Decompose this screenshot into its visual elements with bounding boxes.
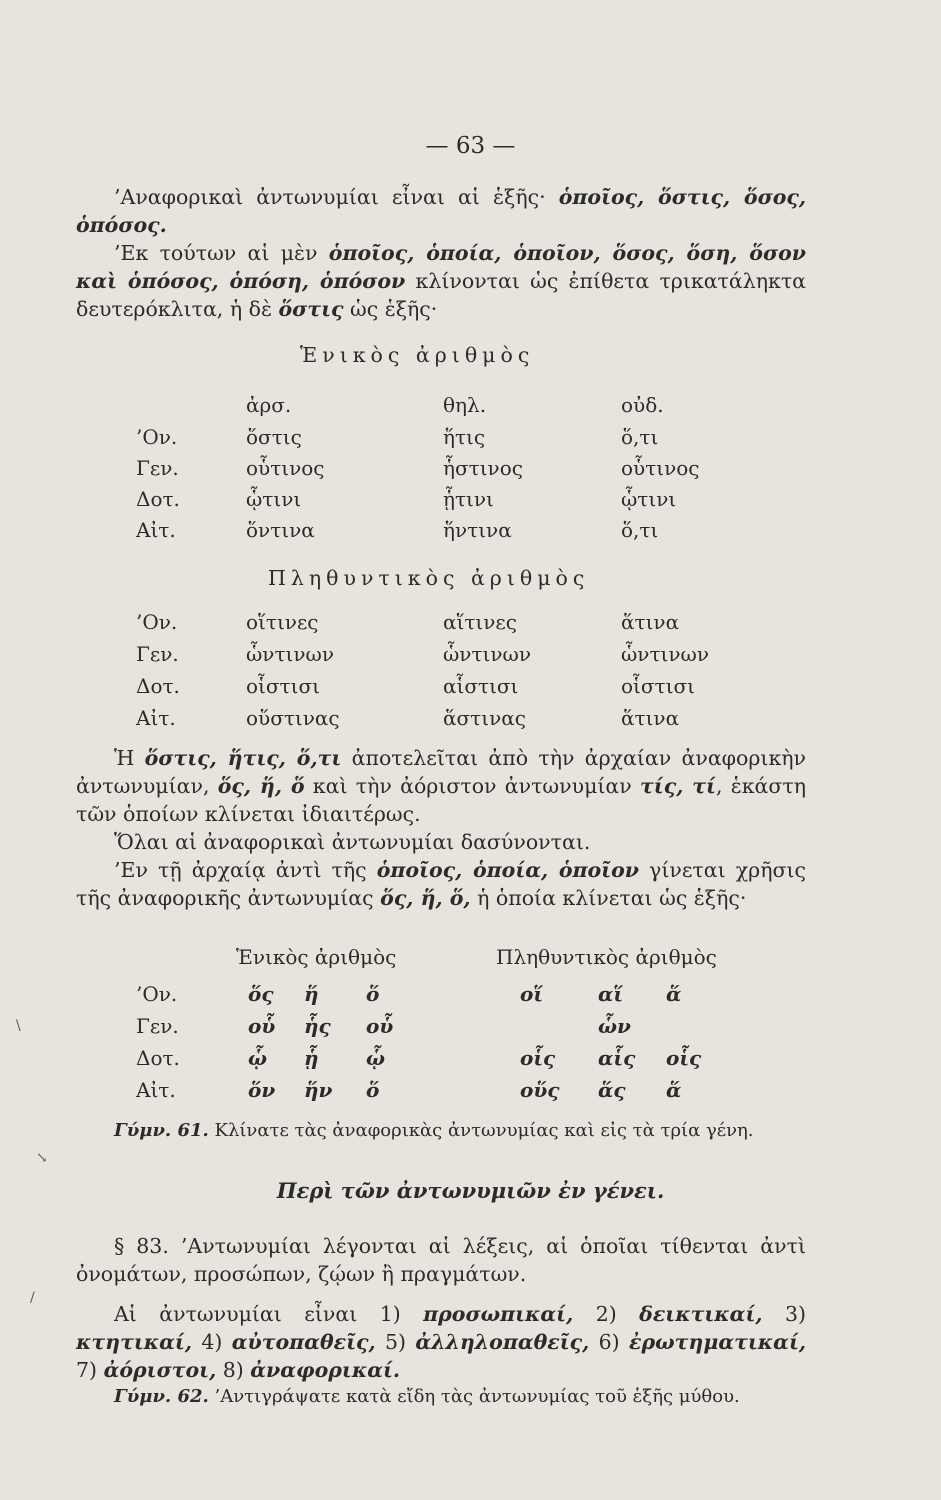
exercise-text: ’Αντιγράψατε κατὰ εἴδη τὰς ἀντωνυμίας τοῦ ἑξῆς μύθου. <box>208 1386 740 1407</box>
table-cell: ὧντινων <box>443 642 531 666</box>
types-bold: δεικτικαί, <box>639 1302 763 1326</box>
note-text: ’Εν τῇ ἀρχαίᾳ ἀντὶ τῆς <box>114 858 377 882</box>
types-text: 5) <box>375 1330 416 1354</box>
table-cell: ἅ <box>666 1078 682 1102</box>
table-cell: οὕστινας <box>246 706 340 730</box>
gender-header-n: οὐδ. <box>621 393 664 417</box>
types-bold: προσωπικαί, <box>423 1302 574 1326</box>
case-label: Γεν. <box>136 1014 179 1038</box>
case-label: Δοτ. <box>136 674 180 698</box>
table-cell: ὅντινα <box>246 518 315 542</box>
table-cell: ἧς <box>304 1014 331 1038</box>
types-text: 7) <box>76 1358 104 1382</box>
note-text: καὶ τὴν ἀόριστον ἀντωνυμίαν <box>304 774 641 798</box>
note-text: ἡ ὁποία κλίνεται ὡς ἑξῆς· <box>470 886 747 910</box>
case-label: ’Ον. <box>136 610 178 634</box>
types-bold: κτητικαί, <box>76 1330 192 1354</box>
pronoun-types <box>76 1300 806 1384</box>
case-label: Γεν. <box>136 456 179 480</box>
exercise-62 <box>76 1384 806 1410</box>
table-cell: αἷστισι <box>443 674 519 698</box>
note-text: ἀποτελεῖται ἀπὸ τὴν ἀρχαίαν ἀναφορικὴν ἀντωνυμίαν, <box>76 746 807 798</box>
types-text: 4) <box>191 1330 232 1354</box>
note-text: γίνεται χρῆσις τῆς ἀναφορικῆς ἀντωνυμίας <box>76 858 806 910</box>
exercise-61 <box>76 1118 806 1144</box>
table-cell: ὧντινων <box>621 642 709 666</box>
intro-bold: ὅστις <box>278 297 344 321</box>
table-cell: ᾗτινι <box>443 487 494 511</box>
types-text: 8) <box>216 1358 251 1382</box>
case-label: Αἰτ. <box>136 518 176 542</box>
gender-header-f: θηλ. <box>443 393 487 417</box>
types-text: 2) <box>573 1302 640 1326</box>
types-bold: ἀναφορικαί. <box>250 1358 401 1382</box>
table-cell: ὅς <box>248 982 274 1006</box>
section-83: § 83. ’Αντωνυμίαι λέγονται αἱ λέξεις, αἱ ὁποῖαι τίθενται ἀντὶ ὀνομάτων, προσώπων, ζῴων ἢ πραγμάτων. <box>76 1234 806 1286</box>
table-cell: ὅ <box>366 982 380 1006</box>
case-label: Αἰτ. <box>136 1078 176 1102</box>
table-cell: ἅ <box>666 982 682 1006</box>
table-cell: ἥτις <box>443 425 486 449</box>
note-bold: ὅστις, ἥτις, ὅ,τι <box>144 746 342 770</box>
table-cell: οἷς <box>666 1046 702 1070</box>
intro-bold: ὁποῖος, ὅστις, ὅσος, ὁπόσος. <box>76 185 806 237</box>
note-bold: τίς, τί <box>640 774 716 798</box>
case-label: Δοτ. <box>136 1046 180 1070</box>
table-cell: οὗ <box>248 1014 276 1038</box>
intro-text: ’Αναφορικαὶ ἀντωνυμίαι εἶναι αἱ ἑξῆς· <box>114 185 559 209</box>
types-text: 6) <box>589 1330 629 1354</box>
note-line-2: Ὅλαι αἱ ἀναφορικαὶ ἀντωνυμίαι δασύνονται. <box>114 830 591 854</box>
table-cell: οὕς <box>520 1078 560 1102</box>
note-paragraph <box>76 744 806 828</box>
margin-mark: \ <box>16 1018 21 1034</box>
table2-singular-title: Ἑνικὸς ἀριθμὸς <box>236 945 397 969</box>
gender-header-m: ἀρσ. <box>246 393 292 417</box>
intro-text: ’Εκ τούτων αἱ μὲν <box>114 241 329 265</box>
table-cell: ὅν <box>248 1078 276 1102</box>
table-cell: ἅς <box>598 1078 626 1102</box>
table1-singular-title: Ἑνικὸς ἀριθμὸς <box>300 343 535 367</box>
table2-plural-title: Πληθυντικὸς ἀριθμὸς <box>496 945 717 969</box>
intro-text: ὡς ἑξῆς· <box>343 297 438 321</box>
table-cell: ἅστινας <box>443 706 526 730</box>
intro-bold: ὁποῖος, ὁποία, ὁποῖον, ὅσος, ὅση, ὅσον καὶ ὁπόσος, ὁπόση, ὁπόσον <box>76 241 806 293</box>
case-label: Γεν. <box>136 642 179 666</box>
table-cell: ἥν <box>304 1078 333 1102</box>
table-cell: οἷστισι <box>621 674 695 698</box>
table-cell: ᾧ <box>366 1046 386 1070</box>
case-label: Δοτ. <box>136 487 180 511</box>
types-bold: αὐτοπαθεῖς, <box>231 1330 376 1354</box>
table-cell: αἵτινες <box>443 610 517 634</box>
intro-paragraph-1 <box>76 183 806 239</box>
table-cell: οὗτινος <box>246 456 325 480</box>
table-cell: αἵ <box>598 982 624 1006</box>
note-text: Ἡ <box>114 746 145 770</box>
table-cell: οἷστισι <box>246 674 320 698</box>
table-cell: ᾧτινι <box>621 487 677 511</box>
types-bold: ἀόριστοι, <box>103 1358 217 1382</box>
note-bold: ὅς, ἥ, ὅ, <box>380 886 471 910</box>
table-cell: ᾗ <box>304 1046 319 1070</box>
table-cell: οὗτινος <box>621 456 700 480</box>
case-label: Αἰτ. <box>136 706 176 730</box>
page-number: — 63 — <box>425 133 516 159</box>
note-bold: ὁποῖος, ὁποία, ὁποῖον <box>376 858 639 882</box>
table-cell: οἷς <box>520 1046 556 1070</box>
exercise-text: Κλίνατε τὰς ἀναφορικὰς ἀντωνυμίας καὶ εἰς τὰ τρία γένη. <box>208 1120 754 1141</box>
table-cell: ὧντινων <box>246 642 334 666</box>
table-cell: ὅ <box>366 1078 380 1102</box>
note-paragraph-3 <box>76 856 806 912</box>
table-cell: ὅστις <box>246 425 302 449</box>
table-cell: ἥ <box>304 982 319 1006</box>
table-cell: ᾧ <box>248 1046 268 1070</box>
case-label: ’Ον. <box>136 982 178 1006</box>
table1-plural-title: Πληθυντικὸς ἀριθμὸς <box>268 566 590 590</box>
table-cell: ᾧτινι <box>246 487 302 511</box>
case-label: ’Ον. <box>136 425 178 449</box>
types-text: Αἱ ἀντωνυμίαι εἶναι 1) <box>114 1302 424 1326</box>
note-bold: ὅς, ἥ, ὅ <box>217 774 305 798</box>
table-cell: οὗ <box>366 1014 394 1038</box>
types-text: 3) <box>762 1302 806 1326</box>
table-cell: ὧν <box>598 1014 631 1038</box>
section-title: Περὶ τῶν ἀντωνυμιῶν ἐν γένει. <box>276 1178 665 1203</box>
table-cell: ἅτινα <box>621 610 680 634</box>
table-cell: ὅ,τι <box>621 425 659 449</box>
table-cell: ἅτινα <box>621 706 680 730</box>
intro-text: κλίνονται ὡς ἐπίθετα τρικατάληκτα δευτερόκλιτα, ἡ δὲ <box>76 269 807 321</box>
table-cell: ἥντινα <box>443 518 512 542</box>
margin-mark: / <box>30 1290 35 1306</box>
table-cell: αἷς <box>598 1046 636 1070</box>
intro-paragraph-2 <box>76 239 806 323</box>
types-bold: ἐρωτηματικαί, <box>629 1330 807 1354</box>
table-cell: ἧστινος <box>443 456 523 480</box>
types-bold: ἀλληλοπαθεῖς, <box>415 1330 590 1354</box>
margin-mark: ↘ <box>36 1150 48 1166</box>
table-cell: ὅ,τι <box>621 518 659 542</box>
table-cell: οἵ <box>520 982 544 1006</box>
exercise-label: Γύμν. 62. <box>114 1386 209 1407</box>
exercise-label: Γύμν. 61. <box>114 1120 209 1141</box>
table-cell: οἵτινες <box>246 610 319 634</box>
note-text: , ἑκάστη τῶν ὁποίων κλίνεται ἰδιαιτέρως. <box>76 774 807 826</box>
